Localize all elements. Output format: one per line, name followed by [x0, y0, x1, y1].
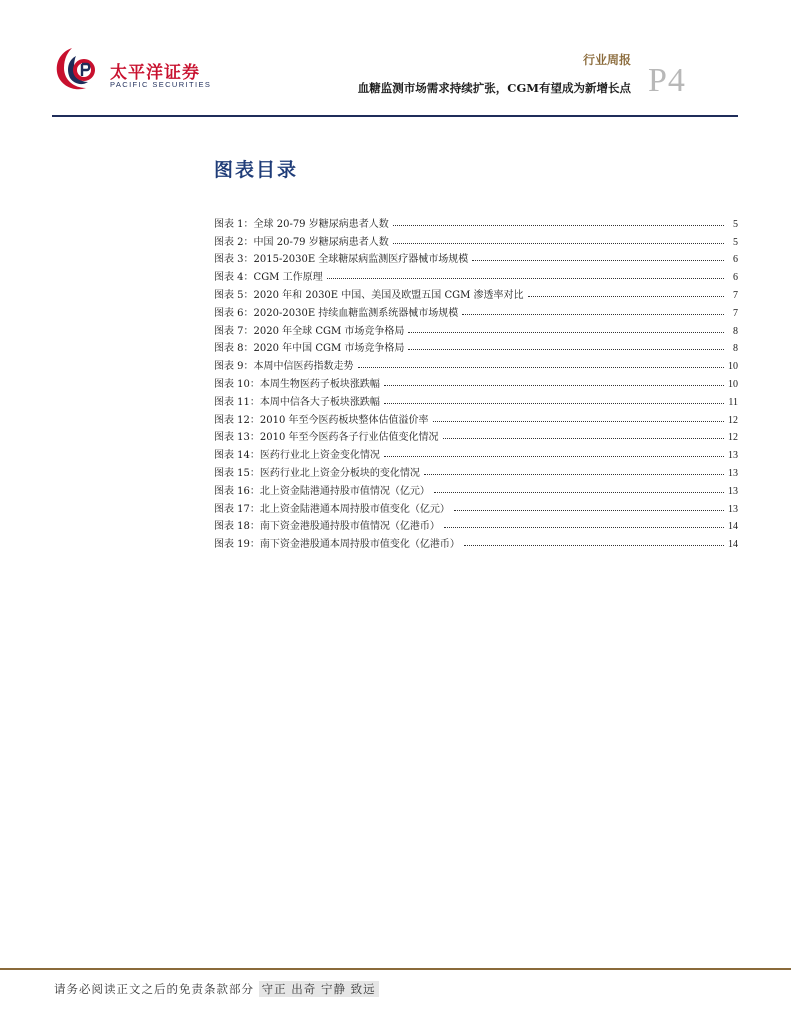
toc-item-7[interactable]	[214, 319, 738, 337]
toc-item-leader	[444, 527, 724, 528]
toc-item-page: 5	[733, 236, 738, 248]
toc-item-label: 图表 6：2020-2030E 持续血糖监测系统器械市场规模	[214, 307, 459, 319]
toc-item-page: 13	[728, 485, 738, 497]
toc-item-19[interactable]	[214, 532, 738, 550]
toc-item-15[interactable]	[214, 461, 738, 479]
toc-item-label: 图表 7：2020 年全球 CGM 市场竞争格局	[214, 325, 405, 337]
toc-item-page: 8	[733, 325, 738, 337]
toc-item-label: 图表 16：北上资金陆港通持股市值情况（亿元）	[214, 485, 430, 497]
toc-item-leader	[327, 278, 724, 279]
toc-item-label: 图表 14：医药行业北上资金变化情况	[214, 450, 380, 462]
toc-item-label: 图表 8：2020 年中国 CGM 市场竞争格局	[214, 343, 405, 355]
toc-item-label: 图表 11：本周中信各大子板块涨跌幅	[214, 396, 380, 408]
toc-item-label: 图表 10：本周生物医药子板块涨跌幅	[214, 378, 380, 390]
brand-name-en: PACIFIC SECURITIES	[110, 80, 212, 89]
toc-item-11[interactable]	[214, 390, 738, 408]
toc-item-leader	[408, 332, 724, 333]
toc-item-page: 8	[733, 343, 738, 355]
toc-item-page: 7	[733, 289, 738, 301]
toc-item-leader	[443, 438, 724, 439]
toc-item-label: 图表 17：北上资金陆港通本周持股市值变化（亿元）	[214, 503, 450, 515]
toc-item-leader	[528, 296, 724, 297]
pacific-securities-logo-icon	[52, 42, 110, 92]
toc-item-leader	[384, 385, 724, 386]
report-type: 行业周报	[582, 53, 631, 67]
toc-item-label: 图表 5：2020 年和 2030E 中国、美国及欧盟五国 CGM 渗透率对比	[214, 289, 524, 301]
toc-item-page: 10	[728, 361, 738, 373]
toc-item-9[interactable]	[214, 354, 738, 372]
toc-item-16[interactable]	[214, 479, 738, 497]
footer-divider	[0, 968, 791, 970]
toc-item-page: 13	[728, 450, 738, 462]
toc-item-10[interactable]	[214, 372, 738, 390]
page-number: P4	[648, 62, 686, 99]
toc-item-label: 图表 2：中国 20-79 岁糖尿病患者人数	[214, 236, 389, 248]
toc-item-13[interactable]	[214, 426, 738, 444]
toc-item-page: 6	[733, 254, 738, 266]
toc-item-page: 11	[728, 396, 738, 408]
toc-item-leader	[464, 545, 724, 546]
toc-item-14[interactable]	[214, 443, 738, 461]
toc-item-label: 图表 12：2010 年至今医药板块整体估值溢价率	[214, 414, 429, 426]
toc-item-12[interactable]	[214, 408, 738, 426]
toc-item-leader	[393, 243, 724, 244]
toc-item-leader	[434, 492, 724, 493]
toc-item-label: 图表 13：2010 年至今医药各子行业估值变化情况	[214, 432, 439, 444]
toc-item-page: 12	[728, 432, 738, 444]
brand-name-cn: 太平洋证券	[110, 63, 200, 83]
toc-item-page: 7	[733, 307, 738, 319]
toc-item-leader	[454, 510, 724, 511]
footer	[54, 981, 379, 997]
toc-item-page: 13	[728, 467, 738, 479]
footer-motto: 守正 出奇 宁静 致远	[259, 981, 379, 997]
toc-item-18[interactable]	[214, 515, 738, 533]
toc-item-3[interactable]	[214, 248, 738, 266]
toc-item-leader	[384, 456, 724, 457]
toc-item-page: 5	[733, 218, 738, 230]
header-divider	[52, 115, 738, 117]
report-title: 血糖监测市场需求持续扩张，CGM有望成为新增长点	[357, 81, 631, 95]
toc-item-label: 图表 9：本周中信医药指数走势	[214, 361, 354, 373]
toc-item-leader	[358, 367, 724, 368]
toc-item-label: 图表 18：南下资金港股通持股市值情况（亿港币）	[214, 521, 440, 533]
toc-item-leader	[472, 260, 724, 261]
toc-item-4[interactable]	[214, 265, 738, 283]
toc-item-label: 图表 19：南下资金港股通本周持股市值变化（亿港币）	[214, 539, 460, 551]
toc-item-label: 图表 4：CGM 工作原理	[214, 272, 323, 284]
toc-item-2[interactable]	[214, 230, 738, 248]
toc-item-8[interactable]	[214, 337, 738, 355]
toc-item-page: 13	[728, 503, 738, 515]
toc-item-leader	[424, 474, 724, 475]
toc-item-5[interactable]	[214, 283, 738, 301]
toc-item-leader	[433, 421, 724, 422]
toc-item-leader	[462, 314, 724, 315]
toc-item-leader	[393, 225, 724, 226]
toc-item-page: 14	[728, 539, 738, 551]
toc-item-6[interactable]	[214, 301, 738, 319]
toc-item-leader	[408, 349, 724, 350]
toc-item-page: 10	[728, 378, 738, 390]
toc-item-page: 6	[733, 272, 738, 284]
toc-item-page: 14	[728, 521, 738, 533]
toc-item-leader	[384, 403, 724, 404]
toc-item-label: 图表 3：2015-2030E 全球糖尿病监测医疗器械市场规模	[214, 254, 469, 266]
toc-item-label: 图表 1：全球 20-79 岁糖尿病患者人数	[214, 218, 389, 230]
toc-heading: 图表目录	[214, 159, 299, 181]
toc-item-page: 12	[728, 414, 738, 426]
footer-disclaimer: 请务必阅读正文之后的免责条款部分	[54, 982, 254, 996]
toc-item-17[interactable]	[214, 497, 738, 515]
toc-list	[214, 212, 738, 550]
toc-item-1[interactable]	[214, 212, 738, 230]
toc-item-label: 图表 15：医药行业北上资金分板块的变化情况	[214, 467, 420, 479]
